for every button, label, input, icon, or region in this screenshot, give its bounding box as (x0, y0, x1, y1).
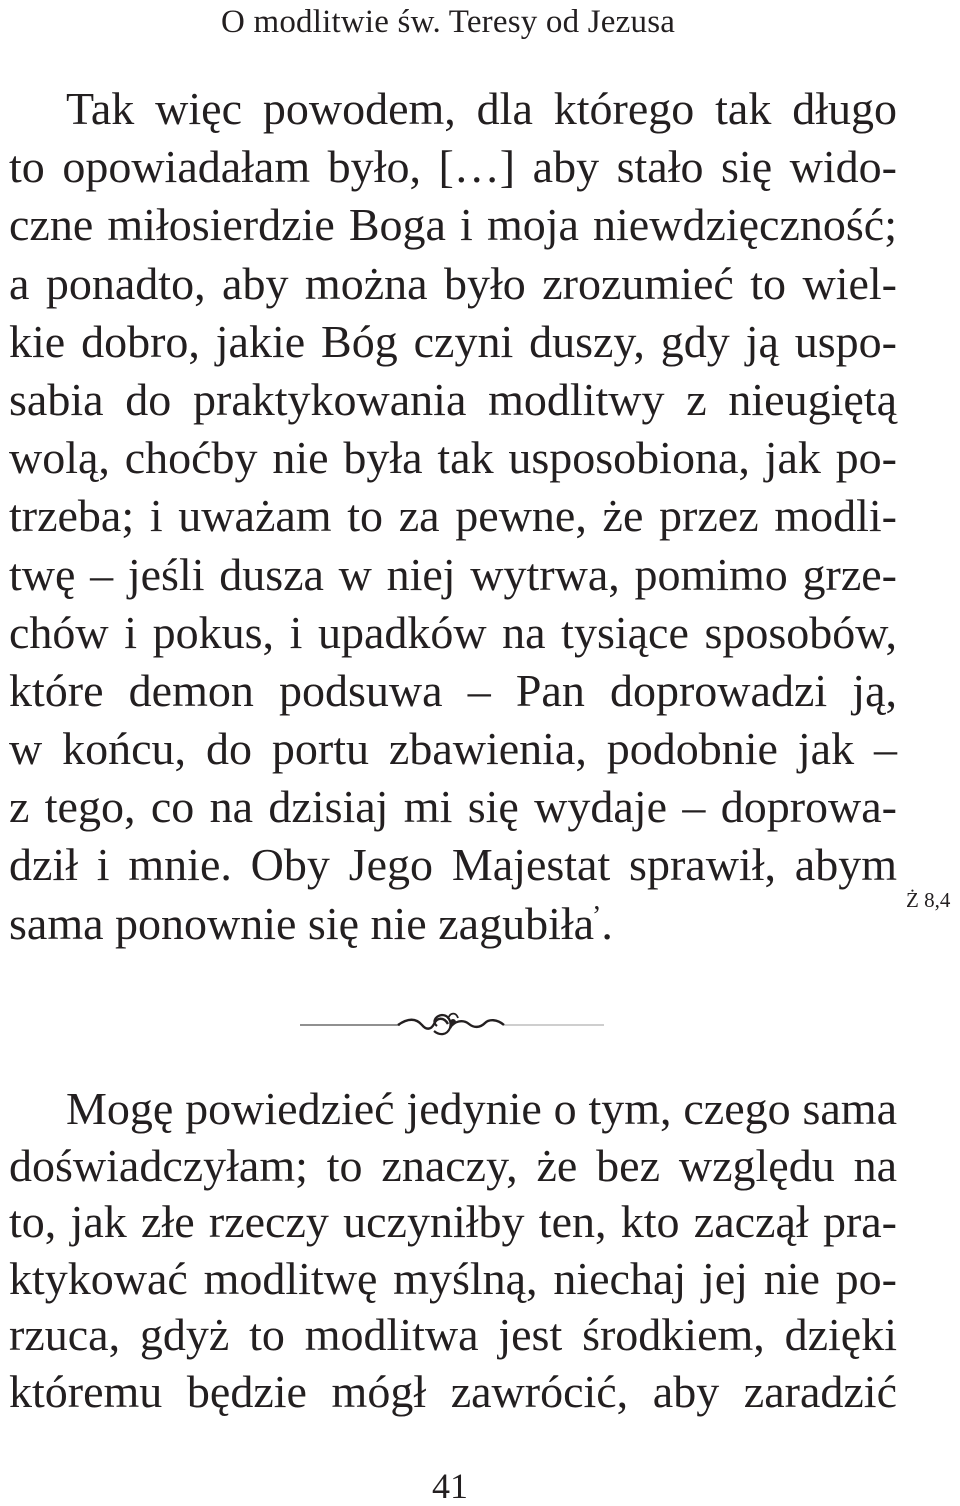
paragraph-line: trzeba; i uważam to za pewne, że przez modli- (9, 490, 897, 542)
footnote-mark-icon: ʼ (592, 900, 602, 932)
floral-divider-icon (292, 1005, 612, 1045)
paragraph-line: chów i pokus, i upadków na tysiące sposobów, (9, 606, 897, 658)
paragraph-line: sabia do praktykowania modlitwy z nieugiętą (9, 373, 897, 425)
paragraph-line: ktykować modlitwę myślną, niechaj jej nie po- (9, 1252, 897, 1304)
paragraph-line: które demon podsuwa – Pan doprowadzi ją, (9, 664, 897, 716)
paragraph-line: a ponadto, aby można było zrozumieć to wiel- (9, 257, 897, 309)
paragraph-line: Mogę powiedzieć jedynie o tym, czego sama (66, 1083, 897, 1134)
paragraph-line: w końcu, do portu zbawienia, podobnie jak – (9, 723, 897, 775)
paragraph-line: to, jak złe rzeczy uczyniłby ten, kto zaczął pra- (9, 1196, 897, 1248)
paragraph-line: czne miłosierdzie Boga i moja niewdzięczność; (9, 199, 897, 251)
paragraph-line: kie dobro, jakie Bóg czyni duszy, gdy ją uspo- (9, 315, 897, 367)
paragraph-line: sama ponownie się nie zagubiła (9, 897, 595, 949)
paragraph-1 (9, 80, 897, 953)
paragraph-2 (9, 1081, 897, 1421)
page-number: 41 (432, 1466, 468, 1506)
paragraph-line: z tego, co na dzisiaj mi się wydaje – doprowa- (9, 781, 897, 833)
paragraph-line: doświadczyłam; to znaczy, że bez względu na (9, 1139, 897, 1191)
margin-reference: Ż 8,4 (906, 888, 951, 912)
paragraph-line: to opowiadałam było, […] aby stało się wido- (9, 141, 897, 193)
paragraph-line: twę – jeśli dusza w niej wytrwa, pomimo grze- (9, 548, 897, 600)
sentence-end: . (601, 897, 613, 949)
paragraph-line: wolą, choćby nie była tak usposobiona, jak po- (9, 432, 897, 484)
paragraph-last-line (9, 895, 897, 953)
paragraph-line: rzuca, gdyż to modlitwa jest środkiem, dzięki (9, 1309, 897, 1361)
paragraph-line: dził i mnie. Oby Jego Majestat sprawił, abym (9, 839, 897, 891)
running-head-title: O modlitwie św. Teresy od Jezusa (221, 4, 676, 40)
paragraph-line: Tak więc powodem, dla którego tak długo (66, 83, 897, 134)
paragraph-line: któremu będzie mógł zawrócić, aby zaradzić (9, 1365, 897, 1417)
